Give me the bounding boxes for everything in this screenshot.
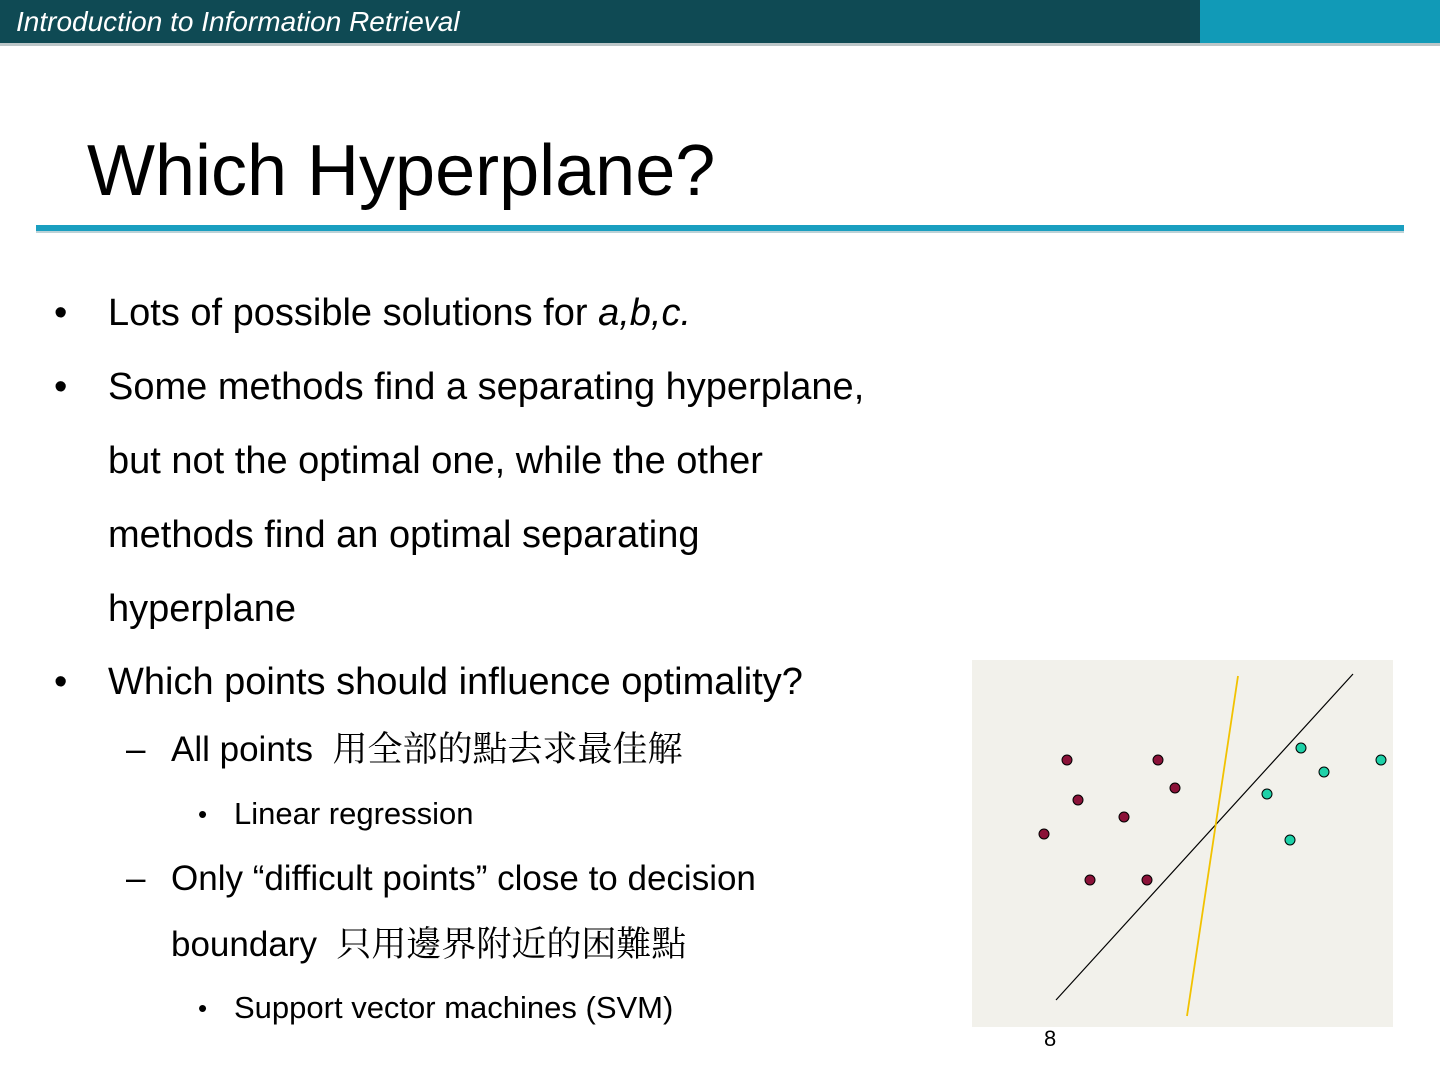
hyperplane-black — [1056, 674, 1353, 1000]
bullet-marker: • — [198, 799, 208, 829]
point-class-a — [1119, 812, 1129, 822]
point-class-a — [1153, 755, 1163, 765]
bullet-marker: • — [54, 292, 68, 334]
bullet-2-line-3: methods find an optimal separating — [108, 514, 700, 556]
sub-bullet-2-line-2 — [171, 912, 686, 978]
page-number: 8 — [1044, 1026, 1057, 1051]
point-class-b — [1376, 755, 1386, 765]
hyperplane-plot — [972, 660, 1393, 1027]
sub-sub-bullet-1-text: Linear regression — [234, 796, 474, 831]
slide-title: Which Hyperplane? — [87, 131, 716, 211]
bullet-2-line-2: but not the optimal one, while the other — [108, 440, 763, 482]
bullet-text — [108, 276, 691, 350]
bullet-marker: • — [54, 661, 68, 703]
point-class-a — [1039, 829, 1049, 839]
dash-marker: – — [126, 859, 146, 898]
sub-bullet-1-text — [171, 717, 683, 783]
hyperplane-figure — [972, 660, 1393, 1027]
point-class-a — [1170, 783, 1180, 793]
point-class-a — [1062, 755, 1072, 765]
hyperplane-yellow — [1187, 676, 1238, 1016]
header-bar-accent — [1200, 0, 1440, 43]
point-class-b — [1319, 767, 1329, 777]
sub-bullet-2-cjk: 只用邊界附近的困難點 — [336, 925, 687, 965]
title-rule-shadow — [36, 231, 1404, 233]
bullet-2-line-1: Some methods find a separating hyperplane, — [108, 366, 865, 408]
sub-bullet-1-label: All points — [171, 730, 314, 769]
point-class-b — [1296, 743, 1306, 753]
bullet-marker: • — [198, 993, 208, 1023]
bullet-1-text: Lots of possible solutions for — [108, 292, 599, 334]
header-underline — [0, 43, 1440, 46]
bullet-3-text: Which points should influence optimality? — [108, 661, 803, 703]
point-class-a — [1073, 795, 1083, 805]
point-class-b — [1262, 789, 1272, 799]
bullet-1-italic: a,b,c. — [598, 292, 692, 334]
point-class-b — [1285, 835, 1295, 845]
dash-marker: – — [126, 730, 146, 769]
sub-bullet-2-label: boundary — [171, 925, 317, 964]
sub-sub-bullet-2-text: Support vector machines (SVM) — [234, 990, 674, 1025]
header-bar — [0, 0, 1440, 46]
sub-bullet-1-cjk: 用全部的點去求最佳解 — [332, 730, 683, 770]
course-title: Introduction to Information Retrieval — [16, 6, 460, 37]
bullet-2-line-4: hyperplane — [108, 588, 297, 630]
point-class-a — [1142, 875, 1152, 885]
point-class-a — [1085, 875, 1095, 885]
bullet-marker: • — [54, 366, 68, 408]
sub-bullet-2-line-1: Only “difficult points” close to decision — [171, 859, 756, 898]
